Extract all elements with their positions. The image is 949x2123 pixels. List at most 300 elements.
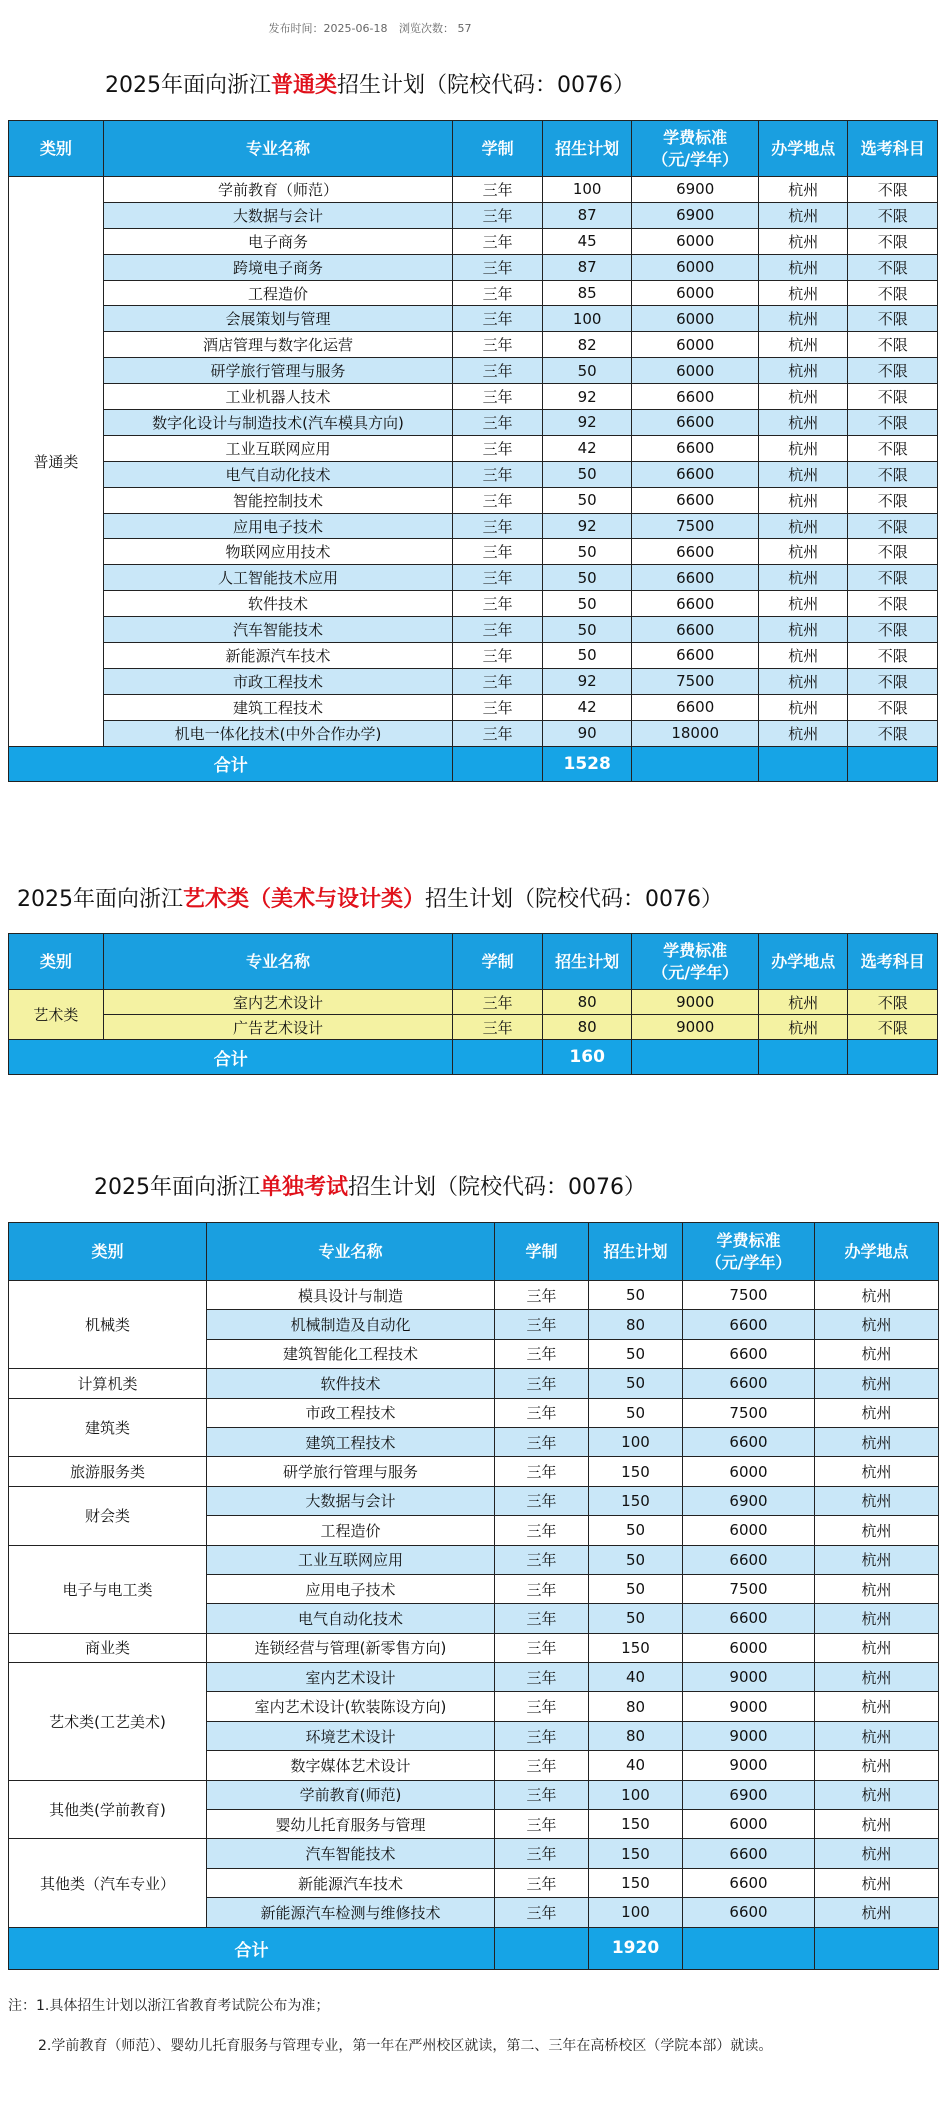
table-cell: 6000 <box>683 1516 815 1545</box>
total-label: 合计 <box>9 1927 495 1969</box>
table-cell: 工业互联网应用 <box>207 1545 495 1574</box>
table-cell: 三年 <box>495 1721 589 1750</box>
table-row <box>9 1015 938 1040</box>
table-cell: 82 <box>542 332 632 358</box>
table-cell: 杭州 <box>815 1398 939 1427</box>
total-label: 合计 <box>9 746 453 781</box>
table-cell: 6600 <box>683 1310 815 1339</box>
table-cell: 不限 <box>848 617 938 643</box>
table-cell: 45 <box>542 228 632 254</box>
table-cell: 50 <box>542 643 632 669</box>
category-cell: 普通类 <box>9 177 104 747</box>
table-cell: 80 <box>542 990 632 1015</box>
table-cell: 三年 <box>453 461 543 487</box>
table-cell: 杭州 <box>815 1310 939 1339</box>
table-row <box>9 177 938 203</box>
table-row <box>9 694 938 720</box>
table-cell: 100 <box>589 1427 683 1456</box>
table-cell: 杭州 <box>758 306 848 332</box>
table-cell: 杭州 <box>815 1721 939 1750</box>
table-cell: 不限 <box>848 384 938 410</box>
table-cell: 6600 <box>632 694 759 720</box>
table-cell: 工程造价 <box>207 1516 495 1545</box>
table-cell: 6600 <box>632 591 759 617</box>
table-cell: 市政工程技术 <box>207 1398 495 1427</box>
table-cell: 三年 <box>495 1339 589 1368</box>
table-cell: 杭州 <box>758 280 848 306</box>
table-cell: 18000 <box>632 720 759 746</box>
table-cell: 杭州 <box>758 435 848 461</box>
table-cell: 三年 <box>495 1839 589 1868</box>
table-cell: 9000 <box>683 1721 815 1750</box>
table-cell: 不限 <box>848 694 938 720</box>
category-cell: 计算机类 <box>9 1369 207 1398</box>
table-row <box>9 1663 939 1692</box>
table-cell: 杭州 <box>758 643 848 669</box>
table-cell: 三年 <box>453 202 543 228</box>
table-cell: 9000 <box>632 1015 759 1040</box>
category-cell: 其他类(学前教育) <box>9 1780 207 1839</box>
table-row <box>9 1839 939 1868</box>
table-cell: 三年 <box>495 1780 589 1809</box>
table-cell: 三年 <box>453 306 543 332</box>
table-cell: 婴幼儿托育服务与管理 <box>207 1810 495 1839</box>
table-cell: 50 <box>589 1545 683 1574</box>
table-cell: 150 <box>589 1868 683 1897</box>
table-cell: 杭州 <box>758 202 848 228</box>
table-cell: 50 <box>542 565 632 591</box>
table-cell: 不限 <box>848 591 938 617</box>
table-cell: 三年 <box>495 1310 589 1339</box>
table-cell: 三年 <box>495 1574 589 1603</box>
table-cell: 80 <box>589 1310 683 1339</box>
table-cell: 杭州 <box>758 410 848 436</box>
table-cell: 三年 <box>453 1015 543 1040</box>
column-header: 学费标准 （元/学年） <box>632 934 759 990</box>
table-cell: 6000 <box>683 1457 815 1486</box>
table-cell: 7500 <box>683 1398 815 1427</box>
table-cell: 三年 <box>453 410 543 436</box>
total-row <box>9 746 938 781</box>
table-row <box>9 643 938 669</box>
table-row <box>9 228 938 254</box>
note-1: 注：1.具体招生计划以浙江省教育考试院公布为准； <box>8 1998 330 2014</box>
table-cell: 6900 <box>632 202 759 228</box>
table-cell: 杭州 <box>815 1810 939 1839</box>
table-cell: 50 <box>542 487 632 513</box>
table-cell: 市政工程技术 <box>103 668 453 694</box>
table-cell: 92 <box>542 410 632 436</box>
table-cell: 不限 <box>848 254 938 280</box>
category-cell: 旅游服务类 <box>9 1457 207 1486</box>
publish-meta <box>0 20 740 36</box>
table-cell: 杭州 <box>815 1339 939 1368</box>
table-cell: 6600 <box>632 461 759 487</box>
table-cell: 6900 <box>632 177 759 203</box>
table-cell: 三年 <box>453 332 543 358</box>
table-cell: 三年 <box>495 1486 589 1515</box>
table-cell: 50 <box>542 358 632 384</box>
table-cell: 150 <box>589 1633 683 1662</box>
total-value: 160 <box>542 1040 632 1075</box>
table-cell: 杭州 <box>758 990 848 1015</box>
table-cell: 150 <box>589 1457 683 1486</box>
table-cell: 杭州 <box>758 668 848 694</box>
table-cell: 大数据与会计 <box>103 202 453 228</box>
table-cell: 杭州 <box>758 720 848 746</box>
table-cell: 工程造价 <box>103 280 453 306</box>
table-cell: 杭州 <box>815 1868 939 1897</box>
category-cell: 财会类 <box>9 1486 207 1545</box>
column-header: 学制 <box>495 1223 589 1281</box>
table-cell: 杭州 <box>758 461 848 487</box>
table-cell: 6600 <box>632 384 759 410</box>
table-cell: 杭州 <box>815 1574 939 1603</box>
table-cell: 三年 <box>453 280 543 306</box>
table-cell: 80 <box>589 1692 683 1721</box>
table-cell: 不限 <box>848 358 938 384</box>
table-cell: 6600 <box>632 487 759 513</box>
table-cell: 不限 <box>848 668 938 694</box>
table-cell: 汽车智能技术 <box>103 617 453 643</box>
table-row <box>9 720 938 746</box>
table-cell: 6600 <box>632 617 759 643</box>
table-cell: 汽车智能技术 <box>207 1839 495 1868</box>
total-row <box>9 1040 938 1075</box>
column-header: 办学地点 <box>758 121 848 177</box>
table-cell: 建筑智能化工程技术 <box>207 1339 495 1368</box>
section3-title: 2025年面向浙江单独考试招生计划（院校代码：0076） <box>93 1175 646 1200</box>
table-cell: 9000 <box>683 1692 815 1721</box>
table-row <box>9 435 938 461</box>
table-cell: 150 <box>589 1839 683 1868</box>
category-cell: 艺术类(工艺美术) <box>9 1663 207 1781</box>
table-cell: 软件技术 <box>103 591 453 617</box>
table-cell: 新能源汽车检测与维修技术 <box>207 1898 495 1927</box>
table-cell: 杭州 <box>815 1545 939 1574</box>
table-cell: 室内艺术设计(软装陈设方向) <box>207 1692 495 1721</box>
category-cell: 商业类 <box>9 1633 207 1662</box>
table-cell: 三年 <box>495 1663 589 1692</box>
table-cell: 杭州 <box>815 1839 939 1868</box>
table-row <box>9 1369 939 1398</box>
column-header: 招生计划 <box>542 121 632 177</box>
table-row <box>9 591 938 617</box>
table-cell: 三年 <box>495 1369 589 1398</box>
table-row <box>9 254 938 280</box>
table-cell: 会展策划与管理 <box>103 306 453 332</box>
table-cell: 模具设计与制造 <box>207 1281 495 1310</box>
table-cell: 6600 <box>683 1604 815 1633</box>
table-cell: 杭州 <box>815 1516 939 1545</box>
table-cell: 三年 <box>495 1516 589 1545</box>
table-cell: 150 <box>589 1486 683 1515</box>
table-row <box>9 487 938 513</box>
table-cell: 100 <box>589 1780 683 1809</box>
table-row <box>9 990 938 1015</box>
table-cell: 应用电子技术 <box>103 513 453 539</box>
table-row <box>9 1281 939 1310</box>
table-cell: 新能源汽车技术 <box>207 1868 495 1897</box>
table-cell: 三年 <box>495 1545 589 1574</box>
table-cell: 7500 <box>683 1574 815 1603</box>
column-header: 学费标准 （元/学年） <box>632 121 759 177</box>
table-row <box>9 1545 939 1574</box>
table-cell: 三年 <box>453 539 543 565</box>
table-row <box>9 668 938 694</box>
table-cell: 三年 <box>453 720 543 746</box>
table-cell: 广告艺术设计 <box>103 1015 453 1040</box>
table-cell: 机械制造及自动化 <box>207 1310 495 1339</box>
table-cell: 软件技术 <box>207 1369 495 1398</box>
table-cell: 不限 <box>848 461 938 487</box>
table-cell: 不限 <box>848 643 938 669</box>
table-cell: 三年 <box>495 1604 589 1633</box>
table-cell: 杭州 <box>815 1663 939 1692</box>
table-cell: 研学旅行管理与服务 <box>207 1457 495 1486</box>
table-cell: 杭州 <box>758 332 848 358</box>
table-cell: 杭州 <box>758 384 848 410</box>
table-cell: 三年 <box>495 1457 589 1486</box>
total-label: 合计 <box>9 1040 453 1075</box>
table-cell: 6600 <box>683 1839 815 1868</box>
table-cell: 6600 <box>632 643 759 669</box>
table-cell: 50 <box>589 1604 683 1633</box>
table-cell: 杭州 <box>815 1486 939 1515</box>
table-cell: 6000 <box>632 306 759 332</box>
table-cell: 三年 <box>453 254 543 280</box>
table-cell: 7500 <box>683 1281 815 1310</box>
table-cell: 100 <box>589 1898 683 1927</box>
table-cell: 不限 <box>848 202 938 228</box>
table-cell: 杭州 <box>758 591 848 617</box>
table-cell: 三年 <box>453 617 543 643</box>
column-header: 学制 <box>453 934 543 990</box>
table-cell: 6900 <box>683 1780 815 1809</box>
table-cell: 环境艺术设计 <box>207 1721 495 1750</box>
table-row <box>9 410 938 436</box>
table-cell: 人工智能技术应用 <box>103 565 453 591</box>
table-row <box>9 513 938 539</box>
table-cell: 室内艺术设计 <box>103 990 453 1015</box>
column-header: 选考科目 <box>848 934 938 990</box>
total-value: 1528 <box>542 746 632 781</box>
table-cell: 50 <box>589 1369 683 1398</box>
table-cell: 40 <box>589 1751 683 1780</box>
table-cell: 50 <box>589 1339 683 1368</box>
table-cell: 不限 <box>848 1015 938 1040</box>
table-cell: 不限 <box>848 280 938 306</box>
column-header: 学费标准 （元/学年） <box>683 1223 815 1281</box>
column-header: 类别 <box>9 121 104 177</box>
table-cell: 不限 <box>848 332 938 358</box>
header-row <box>9 1223 939 1281</box>
table-cell: 数字化设计与制造技术(汽车模具方向) <box>103 410 453 436</box>
table-cell: 87 <box>542 254 632 280</box>
table-cell: 杭州 <box>815 1427 939 1456</box>
table-cell: 杭州 <box>815 1369 939 1398</box>
table-cell: 不限 <box>848 539 938 565</box>
table-cell: 80 <box>542 1015 632 1040</box>
general-plan-table <box>8 120 938 782</box>
table-cell: 50 <box>542 617 632 643</box>
table-cell: 三年 <box>453 591 543 617</box>
table-cell: 50 <box>542 461 632 487</box>
table-cell: 6000 <box>632 228 759 254</box>
column-header: 专业名称 <box>103 934 453 990</box>
category-cell: 建筑类 <box>9 1398 207 1457</box>
table-cell: 三年 <box>453 487 543 513</box>
table-cell: 三年 <box>453 228 543 254</box>
table-cell: 工业机器人技术 <box>103 384 453 410</box>
category-cell: 机械类 <box>9 1281 207 1369</box>
table-cell: 100 <box>542 306 632 332</box>
column-header: 招生计划 <box>542 934 632 990</box>
table-cell: 9000 <box>683 1663 815 1692</box>
table-cell: 三年 <box>495 1633 589 1662</box>
table-cell: 三年 <box>495 1398 589 1427</box>
table-cell: 6000 <box>632 358 759 384</box>
table-cell: 工业互联网应用 <box>103 435 453 461</box>
table-cell: 不限 <box>848 410 938 436</box>
table-cell: 不限 <box>848 306 938 332</box>
table-cell: 三年 <box>453 990 543 1015</box>
table-cell: 杭州 <box>758 177 848 203</box>
header-row <box>9 121 938 177</box>
column-header: 办学地点 <box>758 934 848 990</box>
table-cell: 不限 <box>848 513 938 539</box>
table-cell: 研学旅行管理与服务 <box>103 358 453 384</box>
table-cell: 电气自动化技术 <box>103 461 453 487</box>
category-cell: 其他类（汽车专业） <box>9 1839 207 1927</box>
publish-time: 发布时间：2025-06-18 <box>268 22 388 35</box>
table-row <box>9 306 938 332</box>
table-cell: 6000 <box>683 1633 815 1662</box>
table-cell: 50 <box>589 1516 683 1545</box>
table-cell: 40 <box>589 1663 683 1692</box>
table-cell: 物联网应用技术 <box>103 539 453 565</box>
table-cell: 智能控制技术 <box>103 487 453 513</box>
table-cell: 6000 <box>632 280 759 306</box>
table-cell: 三年 <box>453 643 543 669</box>
table-cell: 三年 <box>453 384 543 410</box>
art-plan-table <box>8 933 938 1075</box>
table-row <box>9 384 938 410</box>
table-cell: 建筑工程技术 <box>103 694 453 720</box>
table-cell: 92 <box>542 384 632 410</box>
column-header: 类别 <box>9 1223 207 1281</box>
table-cell: 87 <box>542 202 632 228</box>
table-cell: 6000 <box>632 254 759 280</box>
table-cell: 6600 <box>683 1427 815 1456</box>
table-cell: 酒店管理与数字化运营 <box>103 332 453 358</box>
table-cell: 6600 <box>683 1369 815 1398</box>
table-cell: 不限 <box>848 435 938 461</box>
table-row <box>9 1633 939 1662</box>
table-cell: 6600 <box>632 565 759 591</box>
table-cell: 杭州 <box>758 694 848 720</box>
table-cell: 杭州 <box>758 539 848 565</box>
table-cell: 7500 <box>632 668 759 694</box>
table-cell: 不限 <box>848 565 938 591</box>
table-cell: 42 <box>542 435 632 461</box>
table-cell: 50 <box>542 591 632 617</box>
table-cell: 92 <box>542 668 632 694</box>
table-row <box>9 358 938 384</box>
category-cell: 艺术类 <box>9 990 104 1040</box>
table-cell: 100 <box>542 177 632 203</box>
table-row <box>9 1398 939 1427</box>
table-cell: 6600 <box>632 435 759 461</box>
table-row <box>9 1780 939 1809</box>
table-cell: 杭州 <box>815 1751 939 1780</box>
column-header: 学制 <box>453 121 543 177</box>
note-2: 2.学前教育（师范）、婴幼儿托育服务与管理专业，第一年在严州校区就读，第二、三年在高桥校区（学院本部）就读。 <box>38 2038 773 2054</box>
table-cell: 6600 <box>683 1868 815 1897</box>
section1-title: 2025年面向浙江普通类招生计划（院校代码：0076） <box>104 73 635 98</box>
table-cell: 85 <box>542 280 632 306</box>
table-cell: 三年 <box>453 668 543 694</box>
total-row <box>9 1927 939 1969</box>
table-cell: 三年 <box>495 1692 589 1721</box>
table-cell: 数字媒体艺术设计 <box>207 1751 495 1780</box>
table-cell: 6000 <box>632 332 759 358</box>
table-cell: 50 <box>589 1398 683 1427</box>
table-row <box>9 280 938 306</box>
table-cell: 杭州 <box>758 513 848 539</box>
table-cell: 三年 <box>495 1868 589 1897</box>
table-cell: 9000 <box>683 1751 815 1780</box>
table-row <box>9 332 938 358</box>
table-cell: 机电一体化技术(中外合作办学) <box>103 720 453 746</box>
column-header: 选考科目 <box>848 121 938 177</box>
table-row <box>9 202 938 228</box>
table-cell: 不限 <box>848 177 938 203</box>
table-cell: 杭州 <box>758 254 848 280</box>
table-cell: 三年 <box>453 358 543 384</box>
table-cell: 150 <box>589 1810 683 1839</box>
table-cell: 9000 <box>632 990 759 1015</box>
table-cell: 杭州 <box>758 565 848 591</box>
table-cell: 杭州 <box>758 617 848 643</box>
table-row <box>9 461 938 487</box>
category-cell: 电子与电工类 <box>9 1545 207 1633</box>
header-row <box>9 934 938 990</box>
table-cell: 6900 <box>683 1486 815 1515</box>
column-header: 类别 <box>9 934 104 990</box>
table-cell: 杭州 <box>815 1281 939 1310</box>
table-cell: 50 <box>542 539 632 565</box>
table-cell: 三年 <box>495 1810 589 1839</box>
table-cell: 6600 <box>683 1898 815 1927</box>
table-cell: 电气自动化技术 <box>207 1604 495 1633</box>
total-value: 1920 <box>589 1927 683 1969</box>
table-cell: 92 <box>542 513 632 539</box>
table-cell: 杭州 <box>815 1692 939 1721</box>
table-cell: 三年 <box>453 513 543 539</box>
table-cell: 大数据与会计 <box>207 1486 495 1515</box>
table-cell: 三年 <box>495 1751 589 1780</box>
table-cell: 6600 <box>683 1545 815 1574</box>
table-cell: 杭州 <box>815 1604 939 1633</box>
column-header: 专业名称 <box>207 1223 495 1281</box>
table-cell: 杭州 <box>815 1457 939 1486</box>
table-cell: 连锁经营与管理(新零售方向) <box>207 1633 495 1662</box>
table-cell: 不限 <box>848 720 938 746</box>
table-cell: 电子商务 <box>103 228 453 254</box>
column-header: 办学地点 <box>815 1223 939 1281</box>
table-cell: 6600 <box>632 539 759 565</box>
